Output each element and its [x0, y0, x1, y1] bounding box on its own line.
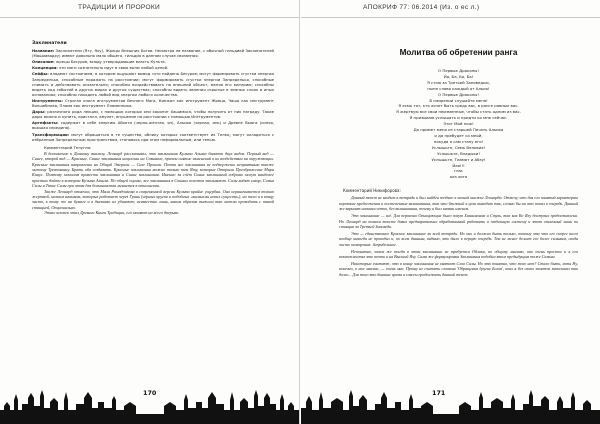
note-item	[32, 71, 274, 96]
note-text: эти маги сознательно идут в свою волю любой ценой.	[57, 65, 169, 71]
note-term: Дары:	[32, 109, 46, 115]
city-skyline-illustration	[0, 380, 299, 424]
note-item	[32, 59, 274, 64]
right-page-header	[301, 0, 600, 18]
note-item	[32, 98, 274, 108]
note-term: Артефакты:	[32, 120, 59, 126]
comment-paragraph: Это — единственное Красное заклинание во всей тетради. Но оно и должно быть только, потому что что его скорее всего вообще никогда не проводил и, по всем данным, видимо, это было в первую очередь. Тем не менее делает его более сильным, сводя чисто оговорения: Запредельное.	[339, 230, 578, 247]
note-term: Сейфы:	[32, 71, 49, 77]
comment-paragraph: Также Леонард отмечал, что Мала Рамадчикова в современной версии Культа крайне ущербна. Она ограничивается только жертвой, мелким навыком, которых работает через Грань (чёрных кругов и подобных «вымыслы неких существ»), но тело и к концу часто, к тому же на бумаге и в дневнике их убивают; неизвестно лишь, каким образом выжили так можно проводить с такой станцией, Опционально.	[32, 188, 274, 210]
right-running-title: АПОКРИФ 77: 06.2014 (Из. о ес л.)	[363, 4, 480, 11]
right-content	[339, 48, 578, 279]
prayer-line: Я есмь тот, кто хочет быть средь вас, в ранге равных вас.	[398, 103, 519, 109]
prayer-line: Услышьте, Семь Великих!	[431, 144, 486, 150]
left-content	[32, 41, 274, 216]
comment-paragraph: Непонятно, зачем же тогда в этом заклинании не требуется Облаки, по общему мнению, оно очень простое и в его возможностях это почти и на Высший Яху. Сама же формулировка Заклинания подобна этим предыдущим тоже Самым.	[339, 248, 578, 260]
prayer-line: и да пребудет со мной,	[434, 132, 483, 138]
note-term: Концепция:	[32, 65, 58, 71]
note-text: Заклинатели (Яту, Яху), Жрецы Внешних Богов. Несмотря на название, с обычной гильдией Заклинателей (Машиавадху) имеют довольно мало общего, гильдия в данном случае связанная.	[32, 48, 274, 59]
note-text: могут обращаться в те существа, облику которых соответствует их Телец; могут охладиться с избранным Запредельным пространством, становясь при этом неформальным, или тенью.	[32, 131, 274, 142]
prayer-line: покуда я сам стану его!	[433, 138, 484, 144]
left-running-title: ТРАДИЦИИ И ПРОРОКИ	[78, 4, 161, 11]
prayer-line: ныне славя каждый от Альих!	[427, 85, 490, 91]
left-page-number: 170	[140, 389, 159, 397]
right-page-number: 171	[429, 389, 448, 397]
prayer-title: Молитва об обретении ранга	[399, 48, 518, 57]
prayer-line: Этот Мой нож!	[443, 121, 474, 127]
prayer-line: Я стою за Третьей Заповедью,	[427, 79, 490, 85]
note-item	[32, 109, 274, 119]
note-item	[32, 65, 274, 70]
prayer-line: О Первые Драконы!	[438, 68, 479, 73]
note-term: Инструменты:	[32, 97, 63, 103]
note-text: различного рода лекции, с помощью которых они хоронят Хашимоса, чтобы получить от них награду. Такие дары можно и купить, кристалл, амулет, внушение на расстоянии с помощью Инструментов.	[32, 109, 274, 120]
note-item	[32, 132, 274, 142]
prayer-line: Я призываю услышать и придти ко мне сейчас.	[409, 115, 508, 121]
prayer-line: Услышьте, Тиамат и Абзу!	[431, 156, 486, 162]
prayer-line: Йа, Ба, Ба, Ба!	[443, 73, 474, 79]
prayer-line: В смирении слушайте меня!	[429, 97, 488, 103]
city-skyline-illustration	[301, 380, 600, 424]
left-comment-body	[32, 151, 274, 216]
prayer-line: Да примет меня из старшей Печать Альиха	[413, 127, 504, 133]
prayer-line: Я жертвую все свои неизменные, чтобы стать одним из вас.	[396, 109, 521, 115]
left-page-header	[0, 0, 299, 18]
note-text: содержат в себе энергию Абхоти (черно-жёлтая, ян), Альиха (черная, инь) и Древне Вьюга (синяя, вьюшая середина).	[32, 120, 274, 131]
right-page	[301, 0, 600, 424]
prayer-line: Йаа!!!	[452, 162, 465, 168]
right-comment-body	[339, 195, 578, 277]
prayer-line: оха хота	[449, 174, 468, 180]
note-item	[32, 48, 274, 58]
prayer-text	[339, 68, 578, 180]
note-term: Описание:	[32, 59, 55, 65]
prayer-line: О Первые Драконы!	[438, 91, 479, 97]
comment-paragraph: Данный текст не входит в тетрадь и был найден позднее в личной книжке Леонарда. Отмечу, что для его занятий характерны короткие предложения и постепенные вклинивания, так что ближний к цели выводит так, словно бы на это попал в очередь. Данный же вариант написан четко, без вклинивания, почему и был назван именем.	[339, 195, 578, 212]
note-item	[32, 120, 274, 130]
right-comment-label: Комментарий Никифорова:	[343, 188, 401, 194]
note-term: Трансформации:	[32, 131, 70, 137]
comment-paragraph: В дополнение к Данному анализу, Леонард рассказывал, что заклинания Культа Альиха бывают двух видов. Первый вид — Синее, второй вид — Красные. Синие заклинания нацелены на Сознание, причем снятие изменений в их воздействии на окружающих. Красные заклинания направлены на Общий Эмерион — Силе Прошли. Почти все заклинания не подвержены неприятным также мелкому Тревомниму. Брать оба создавать. Красные заклинания можно только тем Яту, которые Открыли Преображение Мира Канус. Поэтому мачалом привести заклинания и Синие заклинания. Именно за счёт Синих заклинаний собрано могут наиболее простых дойти в котором Культа Альиха. По общей оценке, все заклинания в Сонных полетов заплывают. Силы видят сахар, Семья Силы и Такие Силы при этом для большинства меняется в отношении.	[32, 150, 274, 189]
prayer-line: глас	[453, 168, 464, 174]
comment-paragraph: Никоторые считают, что в конце заклинания не хватает Слов Силы. Но это понятно, что того нет? Стало быть, хотя Ну, конечно, в мое мнение, — очень мне. Прошу не считать словами 'Обращения других Богов', коих я без своих заметок записывал так долго... Для того это бывшие время я совсем продолжить данный текст.	[339, 260, 578, 277]
comment-paragraph: Этим человек чтил Древние Книги Традиции, его меняют на всего дверьми.	[44, 210, 180, 216]
comment-paragraph: Это заклинание — всё. Для первично Опиацающих было зовут Хашимоном и Стуль, так как Ко Яху доступно предоставлена. Но Леонард на полном тексте давал предварительно обработанный работать в отдельную систему и этот отличный лишь по станции за Третьей Заповеди.	[339, 213, 578, 230]
note-text: Строгая книга инструментов Вечного Мага, Кинжал как инструмент Жреца, Чаша как инструмент Волшебника, Пламя как инструмент Пламенника.	[32, 97, 274, 109]
note-text: жрецы Бесуров, всюду утверждающие власть Культа.	[54, 59, 166, 65]
note-term: Название:	[32, 48, 55, 54]
note-text: владеют состоянием, в котором ощущают вывод «это найдено Бесуров; могут формировать сгустки энергии Запредельья, способные поражать на расстоянии; могут формировать сгустки энергии Запредельья, способные снимать и действовать осязательно; способны воздействовать на внешний объект, меняя его материю; способны видеть ход событий в других мирах и других существах; способны видеть явления скрытые в земных слоях и иных основаниях; способны находить любой вид энергии любого количества.	[32, 71, 274, 97]
prayer-line: Услышьте, Владыки!	[437, 150, 480, 156]
section-title: Заклинатели	[32, 41, 67, 46]
notes-list	[32, 48, 274, 142]
left-comment-label: Комментарий Телугли:	[44, 144, 92, 150]
